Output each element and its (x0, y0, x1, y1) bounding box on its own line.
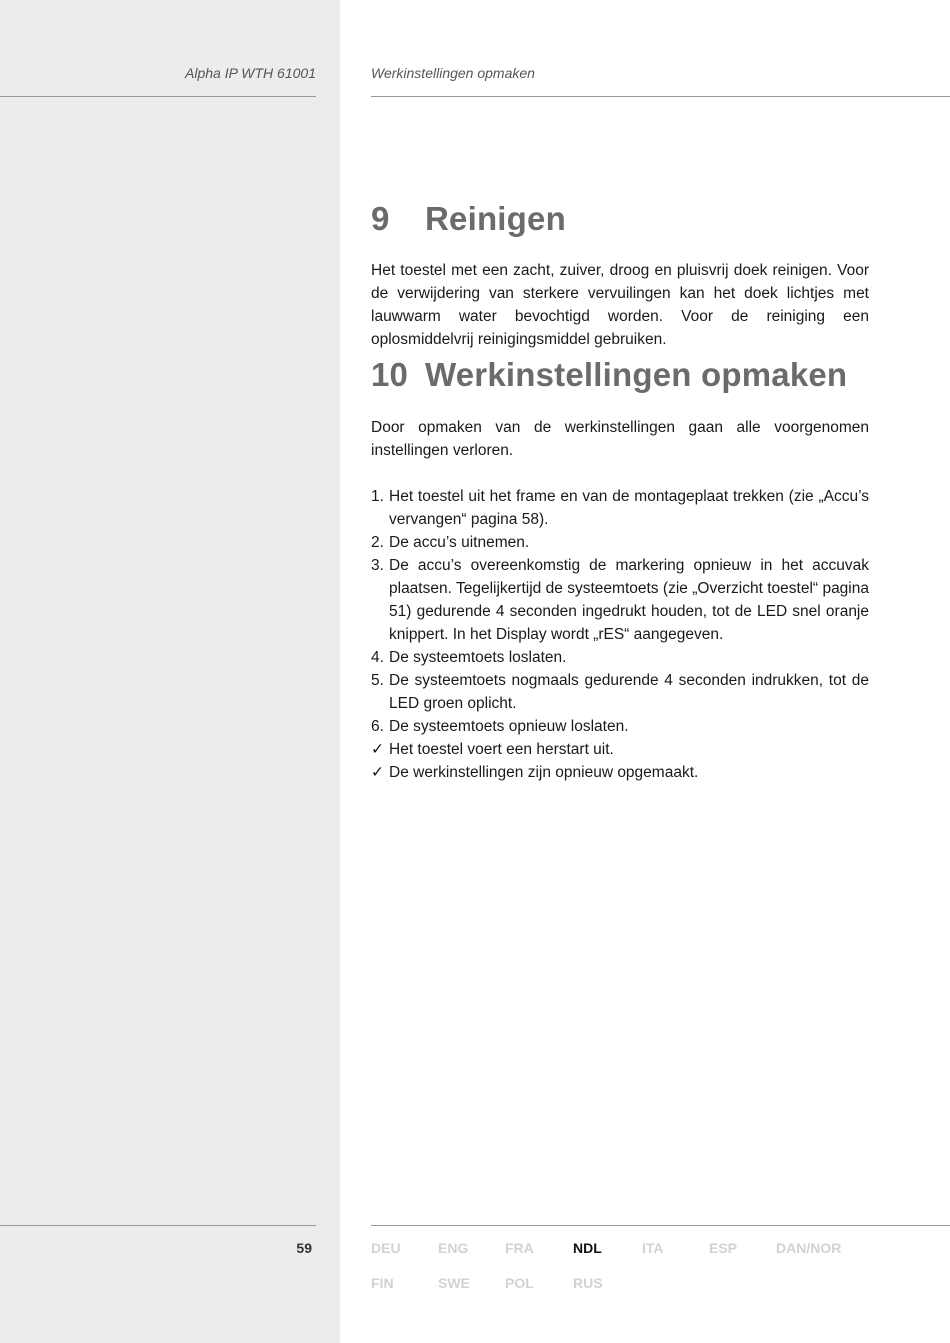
product-name: Alpha IP WTH 61001 (185, 65, 316, 81)
footer-rule-right (371, 1225, 950, 1226)
language-tab-pol[interactable]: POL (505, 1275, 534, 1291)
step-text: Het toestel uit het frame en van de montageplaat trekken (zie „Accu’s vervangen“ pagina 58). (389, 488, 869, 528)
step-text: De systeemtoets nogmaals gedurende 4 seconden indrukken, tot de LED groen oplicht. (389, 672, 869, 712)
page-number: 59 (296, 1240, 312, 1256)
step-marker: 5. (371, 672, 384, 689)
reset-steps-list (371, 485, 869, 784)
language-tab-ita[interactable]: ITA (642, 1240, 664, 1256)
language-tab-rus[interactable]: RUS (573, 1275, 603, 1291)
list-item (371, 485, 869, 531)
step-text: De systeemtoets opnieuw loslaten. (389, 718, 629, 735)
chapter-title: Reinigen (425, 200, 566, 237)
step-marker: 4. (371, 649, 384, 666)
language-tab-eng[interactable]: ENG (438, 1240, 469, 1256)
list-item (371, 646, 869, 669)
chapter-heading-reinigen (371, 195, 869, 243)
list-item (371, 531, 869, 554)
reset-intro-paragraph: Door opmaken van de werkinstellingen gaan alle voorgenomen instellingen verloren. (371, 419, 869, 459)
list-item (371, 738, 869, 761)
chapter-number: 9 (371, 200, 390, 237)
chapter-title: Werkinstellingen opmaken (425, 356, 848, 393)
running-header-section: Werkinstellingen opmaken (371, 65, 535, 81)
step-marker: 6. (371, 718, 384, 735)
list-item (371, 761, 869, 784)
step-text: De accu’s overeenkomstig de markering opnieuw in het accuvak plaatsen. Tegelijkertijd de systeemtoets (zie „Overzicht toestel“ pagina 51) gedurende 4 seconden ingedrukt houden, tot de LED snel oranje knippert. In het Display wordt „rES“ aangegeven. (389, 557, 869, 643)
language-tab-deu[interactable]: DEU (371, 1240, 401, 1256)
header-rule-left (0, 96, 316, 97)
step-text: De systeemtoets loslaten. (389, 649, 567, 666)
footer-rule-left (0, 1225, 316, 1226)
cleaning-paragraph: Het toestel met een zacht, zuiver, droog en pluisvrij doek reinigen. Voor de verwijdering van sterkere vervuilingen kan het doek lichtjes met lauwwarm water bevochtigd worden. Voor de reiniging een oplosmiddelvrij reinigingsmiddel gebruiken. (371, 262, 869, 348)
language-tab-esp[interactable]: ESP (709, 1240, 738, 1256)
result-text: Het toestel voert een herstart uit. (389, 741, 614, 758)
result-text: De werkinstellingen zijn opnieuw opgemaakt. (389, 764, 699, 781)
chapter-number: 10 (371, 356, 409, 393)
header-rule-right (371, 96, 950, 97)
list-item (371, 554, 869, 646)
language-tab-dan-nor[interactable]: DAN/NOR (776, 1240, 842, 1256)
language-tab-swe[interactable]: SWE (438, 1275, 470, 1291)
language-tab-ndl[interactable]: NDL (573, 1240, 602, 1256)
step-marker: 3. (371, 557, 384, 574)
language-navigation (371, 1240, 891, 1300)
chapter-heading-werkinstellingen (371, 351, 869, 399)
check-icon: ✓ (371, 764, 384, 781)
language-tab-fra[interactable]: FRA (505, 1240, 534, 1256)
left-margin-column (0, 0, 340, 1343)
language-tab-fin[interactable]: FIN (371, 1275, 394, 1291)
step-text: De accu’s uitnemen. (389, 534, 530, 551)
main-content (371, 195, 869, 784)
list-item (371, 715, 869, 738)
list-item (371, 669, 869, 715)
step-marker: 1. (371, 488, 384, 505)
check-icon: ✓ (371, 741, 384, 758)
step-marker: 2. (371, 534, 384, 551)
